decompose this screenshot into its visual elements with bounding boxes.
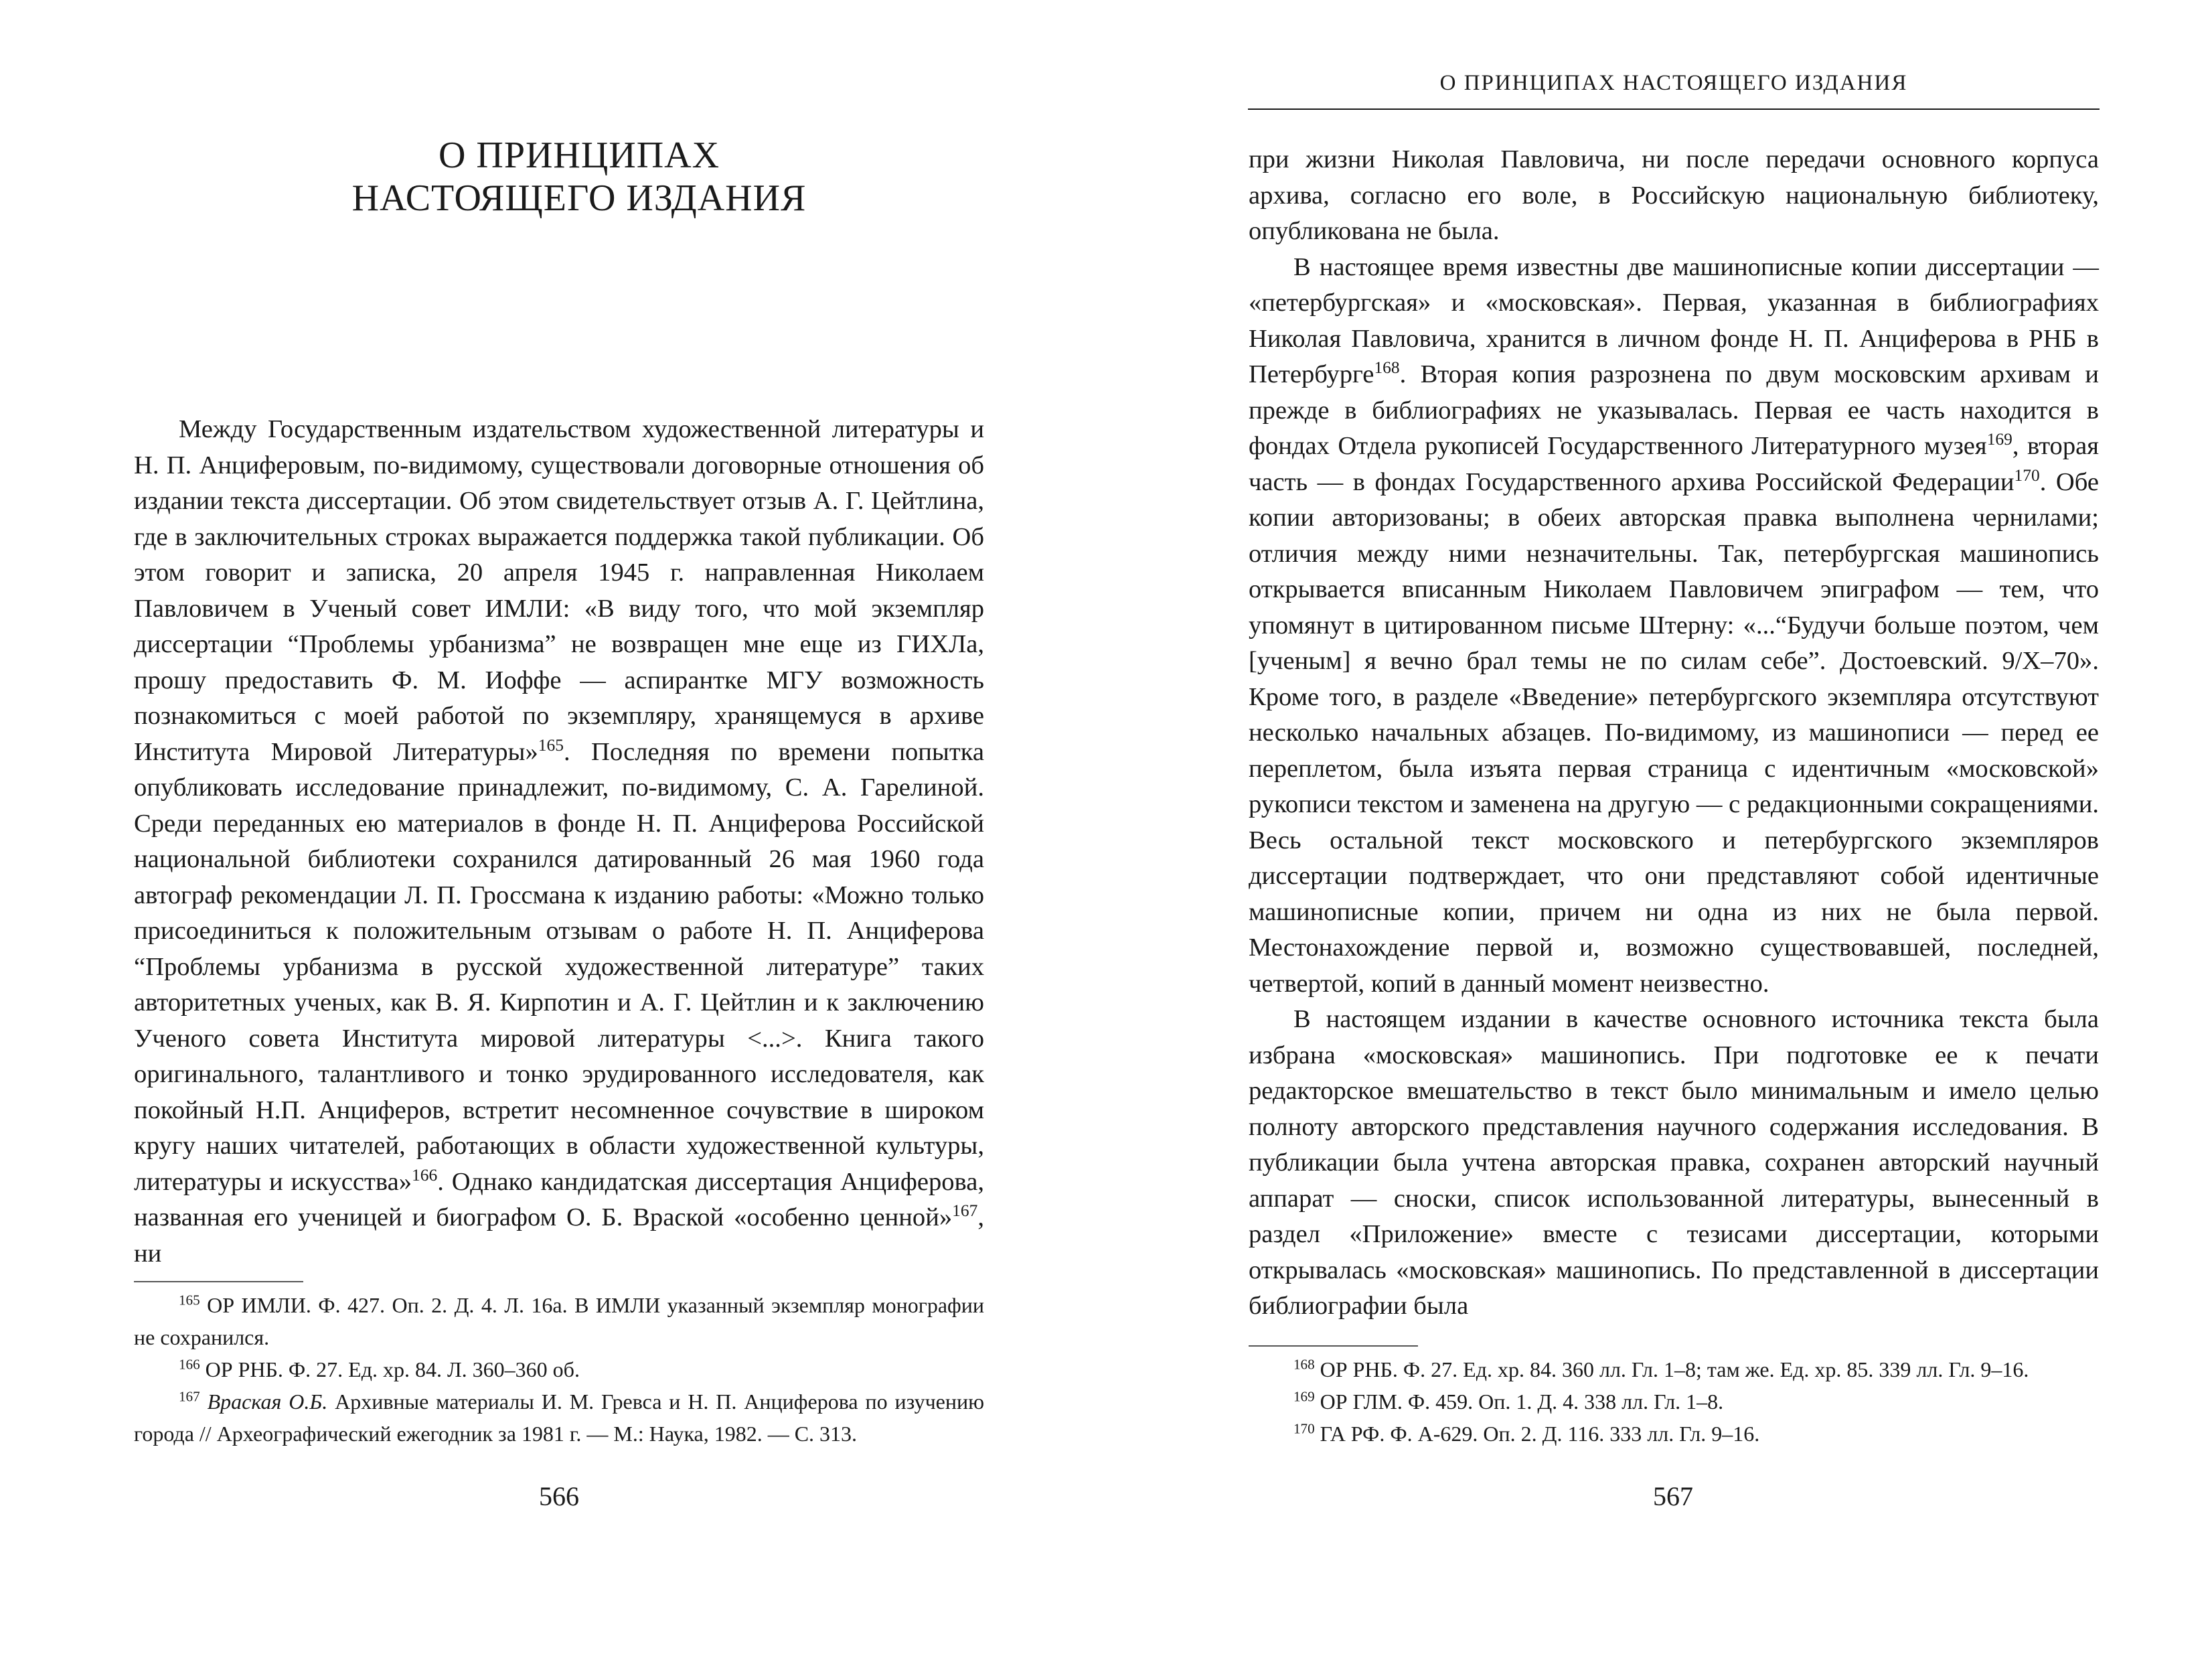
footnote-ref: 165 [538,735,564,755]
body-text-run: , ни [134,1203,984,1268]
footnote-ref: 167 [952,1201,978,1220]
page-number: 566 [539,1481,579,1511]
footnote-text: ОР ИМЛИ. Ф. 427. Оп. 2. Д. 4. Л. 16а. В ИМЛИ указанный экземпляр монографии не сохранился. [134,1293,985,1349]
footnote-number: 167 [179,1388,200,1405]
right-body-text [1249,142,2099,1325]
footnote-text: Архивные материалы И. М. Гревса и Н. П. Анциферова по изучению города // Археографический ежегодник за 1981 г. — М.: Наука, 1982. — С. 313. [134,1389,985,1446]
body-text-run: . Вторая копия разрознена по двум московским архивам и прежде в библиографиях не указывалась. Первая ее часть находится в фондах Отдела рукописей Государственного Литературного музея [1249,360,2099,460]
footnote [1249,1385,2099,1418]
body-text-run: . Однако кандидатская диссертация Анциферова, названная его ученицей и биографом О. Б. Враской «особенно ценной» [134,1167,984,1231]
chapter-title-line: НАСТОЯЩЕГО ИЗДАНИЯ [351,177,807,219]
body-paragraph [1249,142,2099,250]
footnote-author: Враская О.Б. [207,1389,328,1414]
footnote-ref: 170 [2014,465,2040,485]
footnote [1249,1353,2099,1385]
footnote-number: 168 [1293,1356,1315,1373]
body-paragraph [1249,250,2099,1002]
footnote-text: ОР РНБ. Ф. 27. Ед. хр. 84. Л. 360–360 об. [205,1357,580,1381]
body-text-run: . Последняя по времени попытка опубликовать исследование принадлежит, по-видимому, С. А. Гарелиной. Среди переданных ею материалов в фонде Н. П. Анциферова Российской национальной библиотеки сохранился датированный 26 мая 1960 года автограф рекомендации Л. П. Гроссмана к изданию работы: «Можно только присоединиться к положительным отзывам о работе Н. П. Анциферова “Проблемы урбанизма в русской художественной литературе” таких авторитетных ученых, как В. Я. Кирпотин и А. Г. Цейтлин и к заключению Ученого совета Института мировой литературы <...>. Книга такого оригинального, талантливого и тонко эрудированного исследователя, как покойный Н.П. Анциферов, встретит несомненное сочувствие в широком кругу наших читателей, работающих в области художественной культуры, литературы и искусства» [134,737,984,1196]
body-text-run: при жизни Николая Павловича, ни после передачи основного корпуса архива, согласно его воле, в Российскую национальную библиотеку, опубликована не была. [1249,145,2099,245]
footnote [134,1385,984,1450]
running-head: О ПРИНЦИПАХ НАСТОЯЩЕГО ИЗДАНИЯ [1439,71,1908,95]
footnote-text: ГА РФ. Ф. А-629. Оп. 2. Д. 116. 333 лл. Гл. 9–16. [1320,1422,1760,1446]
footnote-number: 170 [1293,1420,1315,1437]
body-text-run: В настоящее время известны две машинописные копии диссертации — «петербургская» и «московская». Первая, указанная в библиографиях Николая Павловича, хранится в личном фонде Н. П. Анциферова в РНБ в Петербурге [1249,252,2099,388]
footnote [134,1289,984,1353]
left-footnotes [134,1289,984,1450]
chapter-title-line: О ПРИНЦИПАХ [438,135,720,176]
footnote [1249,1418,2099,1450]
footnote-ref: 168 [1374,358,1400,377]
right-footnotes [1249,1353,2099,1450]
footnote-number: 169 [1293,1388,1315,1405]
footnote-number: 165 [179,1292,200,1308]
body-text-run: В настоящем издании в качестве основного источника текста была избрана «московская» машинопись. При подготовке ее к печати редакторское вмешательство в текст было минимальным и имело целью полноту авторского представления научного содержания исследования. В публикации была учтена авторская правка, сохранен авторский научный аппарат — сноски, список использованной литературы, вынесенный в раздел «Приложение» вместе с тезисами диссертации, которыми открывалась «московская» машинопись. По представленной в диссертации библиографии была [1249,1005,2099,1320]
footnote-divider [134,1281,303,1282]
footnote-ref: 166 [412,1164,438,1185]
footnote-number: 166 [179,1356,200,1373]
body-text-run: , вторая часть — в фондах Государственного архива Российской Федерации [1249,432,2099,496]
footnote-ref: 169 [1986,429,2012,449]
left-body-text [134,412,984,1272]
footnote-text: ОР ГЛМ. Ф. 459. Оп. 1. Д. 4. 338 лл. Гл. 1–8. [1320,1389,1724,1414]
right-page [1106,0,2212,1660]
running-head-rule [1248,108,2100,110]
footnote [134,1353,984,1385]
body-paragraph [1249,1002,2099,1325]
body-text-run: . Обе копии авторизованы; в обеих авторская правка выполнена чернилами; отличия между ними незначительны. Так, петербургская машинопись открывается вписанным Николаем Павловичем эпиграфом — тем, что упомянут в цитированном письме Штерну: «...“Будучи больше поэтом, чем [ученым] я вечно брал темы не по силам себе”. Достоевский. 9/X–70». Кроме того, в разделе «Введение» петербургского экземпляра отсутствуют несколько начальных абзацев. По-видимому, из машинописи — перед ее переплетом, была изъята первая страница с идентичным «московской» рукописи текстом и заменена на другую — с редакционными сокращениями. Весь остальной текст московского и петербургского экземпляров диссертации подтверждает, что они представляют собой идентичные машинописные копии, причем ни одна из них не была первой. Местонахождение первой и, возможно существовавшей, последней, четвертой, копий в данный момент неизвестно. [1249,467,2099,998]
body-paragraph [134,412,984,1272]
page-number: 567 [1653,1481,1693,1511]
chapter-title [167,134,991,220]
footnote-divider [1249,1345,1418,1347]
footnote-text: ОР РНБ. Ф. 27. Ед. хр. 84. 360 лл. Гл. 1–8; там же. Ед. хр. 85. 339 лл. Гл. 9–16. [1320,1357,2029,1381]
body-text-run: Между Государственным издательством художественной литературы и Н. П. Анциферовым, по-видимому, существовали договорные отношения об издании текста диссертации. Об этом свидетельствует отзыв А. Г. Цейтлина, где в заключительных строках выражается поддержка такой публикации. Об этом говорит и записка, 20 апреля 1945 г. направленная Николаем Павловичем в Ученый совет ИМЛИ: «В виду того, что мой экземпляр диссертации “Проблемы урбанизма” не возвращен мне еще из ГИХЛа, прошу предоставить Ф. М. Иоффе — аспирантке МГУ возможность познакомиться с моей работой по экземпляру, хранящемуся в архиве Института Мировой Литературы» [134,415,984,766]
